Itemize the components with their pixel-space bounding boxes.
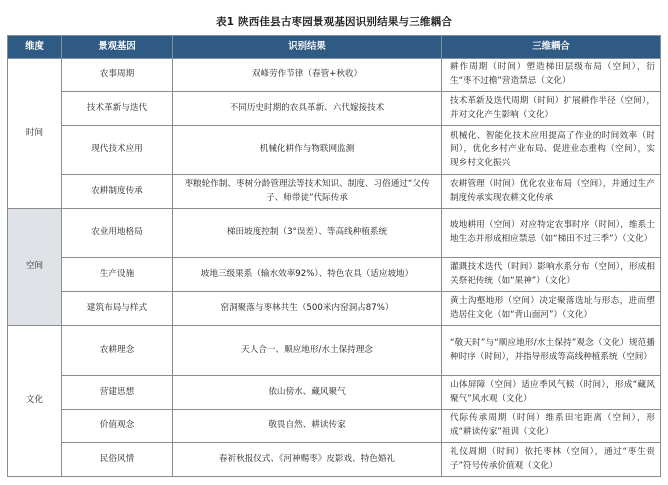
coupling-cell: 山体屏障（空间）适应季风气候（时间），形成“藏风聚气”风水观（文化） [442,376,661,410]
table-row [8,209,661,258]
dimension-cell-time: 时间 [8,59,62,209]
table-row [8,410,661,443]
result-cell: 坡地三级果系（输水效率92%）、特色农具（适应坡地） [173,258,442,292]
dimension-cell-space: 空间 [8,209,62,326]
coupling-cell: 机械化、智能化技术应用提高了作业的时间效率（时间），优化乡村产业布局、促进业态重构（空间），实现乡村文化振兴 [442,126,661,175]
coupling-cell: 黄土沟壑地形（空间）决定聚落选址与形态，进而塑造居住文化（如“背山面河”）（文化） [442,292,661,326]
table-row [8,326,661,376]
gene-cell: 建筑布局与样式 [62,292,173,326]
result-cell: 天人合一、顺应地形/水土保持理念 [173,326,442,376]
header-3d-coupling: 三维耦合 [442,36,661,59]
result-cell: 窑洞聚落与枣林共生（500米内窑洞占87%） [173,292,442,326]
gene-cell: 营建思想 [62,376,173,410]
gene-cell: 生产设施 [62,258,173,292]
coupling-cell: 礼仪周期（时间）依托枣林（空间），通过“枣生贵子”符号传承价值观（文化） [442,443,661,477]
table-caption: 表1 陕西佳县古枣园景观基因识别结果与三维耦合 [215,16,453,28]
gene-cell: 农耕制度传承 [62,175,173,209]
result-cell: 梯田坡度控制（3°误差）、等高线种植系统 [173,209,442,258]
gene-cell: 价值观念 [62,410,173,443]
coupling-cell: 农耕管理（时间）优化农业布局（空间），并通过生产制度传承实现农耕文化传承 [442,175,661,209]
table-row [8,292,661,326]
result-cell: 机械化耕作与物联网监测 [173,126,442,175]
result-cell: 依山傍水、藏风聚气 [173,376,442,410]
result-cell: 不同历史时期的农具革新、六代嫁接技术 [173,92,442,126]
table-row [8,175,661,209]
table-row [8,126,661,175]
landscape-gene-table [7,35,661,477]
coupling-cell: 技术革新及迭代周期（时间）扩展耕作半径（空间），并对文化产生影响（文化） [442,92,661,126]
table-row [8,59,661,92]
table-row [8,92,661,126]
coupling-cell: 耕作周期（时间）塑造梯田层级布局（空间），衍生“枣不过檐”营造禁忌（文化） [442,59,661,92]
table-row [8,376,661,410]
result-cell: 春祈秋报仪式、《河神赐枣》皮影戏、特色婚礼 [173,443,442,477]
gene-cell: 技术革新与迭代 [62,92,173,126]
result-cell: 敬畏自然、耕读传家 [173,410,442,443]
coupling-cell: 代际传承周期（时间）维系田宅距离（空间），形成“耕读传家”祖训（文化） [442,410,661,443]
coupling-cell: “敬天时”与“顺应地形/水土保持”观念（文化）规范播种时序（时间），并指导形成等高线种植系统（空间） [442,326,661,376]
gene-cell: 农事周期 [62,59,173,92]
gene-cell: 民俗风情 [62,443,173,477]
header-landscape-gene: 景观基因 [62,36,173,59]
header-identification-result: 识别结果 [173,36,442,59]
dimension-cell-culture: 文化 [8,326,62,477]
gene-cell: 现代技术应用 [62,126,173,175]
coupling-cell: 灌溉技术迭代（时间）影响水系分布（空间），形成相关祭祀传统（如“果神”）（文化） [442,258,661,292]
table-header-row [8,36,661,59]
result-cell: 枣粮轮作制、枣树分龄管理法等技术知识、制度、习俗通过“父传子、师带徒”代际传承 [173,175,442,209]
gene-cell: 农业用地格局 [62,209,173,258]
table-row [8,258,661,292]
header-dimension: 维度 [8,36,62,59]
coupling-cell: 坡地耕用（空间）对应特定农事时序（时间），维系土地生态并形成相应禁忌（如“梯田不过三季”）（文化） [442,209,661,258]
result-cell: 双峰劳作节律（春管+秋收） [173,59,442,92]
gene-cell: 农耕理念 [62,326,173,376]
table-row [8,443,661,477]
